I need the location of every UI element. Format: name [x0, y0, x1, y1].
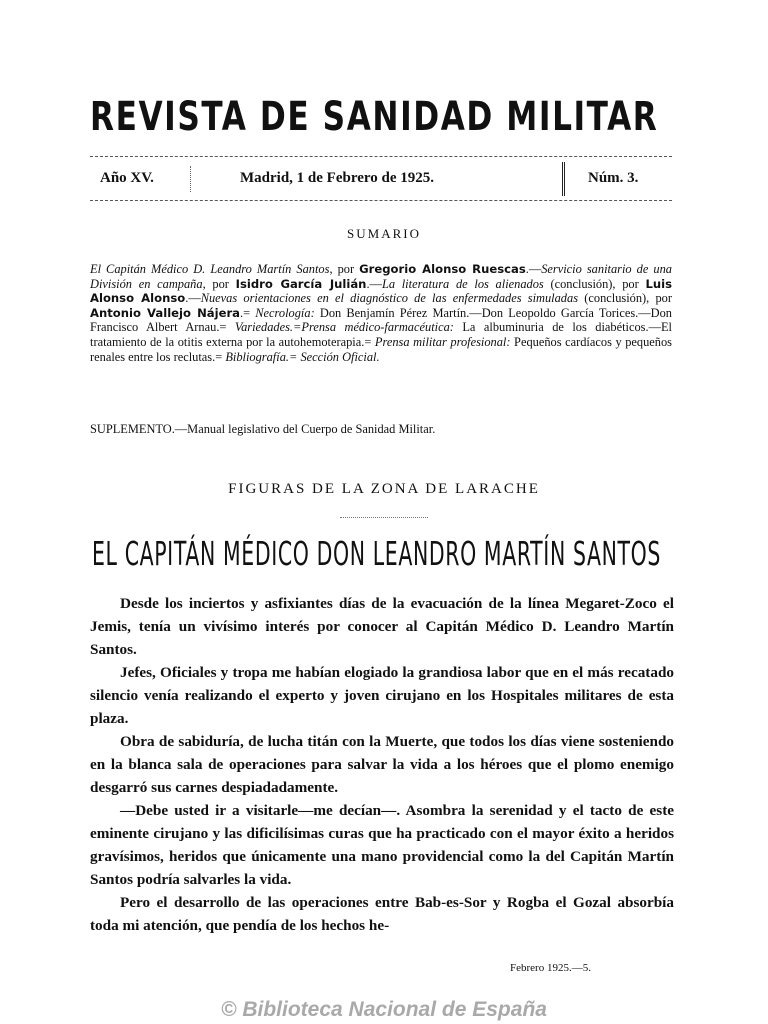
- issue-date: Madrid, 1 de Febrero de 1925.: [240, 170, 435, 186]
- sumario-article-title: La literatura de los alienados: [381, 276, 544, 291]
- sumario-text-segment: La albuminuria de los diabéticos.—El tratamiento de la otitis externa por la autohemoterapia.=: [90, 320, 672, 349]
- suplemento-line: SUPLEMENTO.—Manual legislativo del Cuerpo de Sanidad Militar.: [90, 422, 436, 436]
- sumario-article-title: Prensa militar profesional:: [374, 334, 511, 349]
- sumario-article-title: Variedades.=Prensa médico-farmacéutica:: [234, 320, 454, 335]
- sumario-text-segment: (conclusión), por: [543, 276, 646, 291]
- article-paragraph: —Debe usted ir a visitarle—me decían—. Asombra la serenidad y el tacto de este eminente cirujano y las dificilísimas curas que ha practicado con el mayor éxito a heridos gravísimos, heridos que únicamente una mano providencial como la del Capitán Martín Santos podría salvarles la vida.: [90, 802, 674, 888]
- article-paragraph: Jefes, Oficiales y tropa me habían elogiado la grandiosa labor que en el más recatado silencio venía realizando el experto y joven cirujano en los Hospitales militares de esta plaza.: [90, 664, 674, 727]
- sumario-article-title: Bibliografía.= Sección Oficial.: [225, 349, 380, 364]
- sumario-author: Isidro García Julián: [235, 276, 367, 291]
- issue-separator: [190, 166, 191, 192]
- article-body: [90, 592, 674, 937]
- sumario-article-title: Nuevas orientaciones en el diagnóstico de las enfermedades simuladas: [200, 291, 579, 306]
- sumario-author: Gregorio Alonso Ruescas: [359, 262, 526, 276]
- sumario-text-segment: , por: [202, 276, 236, 291]
- section-title: FIGURAS DE LA ZONA DE LARACHE: [228, 481, 540, 497]
- article-paragraph: Obra de sabiduría, de lucha titán con la Muerte, que todos los días viene sosteniendo en la blanca sala de operaciones para salvar la vida a los héroes que el plomo enemigo desgarró sus carnes despiadadamente.: [90, 733, 674, 796]
- journal-masthead: REVISTA DE SANIDAD MILITAR: [90, 94, 659, 140]
- sumario-text-segment: .—: [366, 276, 382, 291]
- issue-number: Núm. 3.: [588, 170, 639, 186]
- sumario-text-segment: .=: [240, 305, 256, 320]
- sumario-text-segment: , por: [329, 262, 360, 276]
- sumario-text-segment: (conclusión), por: [578, 291, 673, 306]
- sumario-article-title: Necrología:: [255, 305, 315, 320]
- sumario-author: Antonio Vallejo Nájera: [90, 305, 240, 320]
- sumario-text-segment: .—: [185, 291, 201, 306]
- masthead-bottom-rule: [90, 200, 672, 201]
- issue-info-row: [90, 170, 672, 192]
- sumario-text-segment: .—: [525, 262, 542, 276]
- sumario-text: [90, 262, 672, 364]
- page-footer-date: Febrero 1925.—5.: [510, 962, 591, 974]
- sumario-text-segment: Pequeños cardíacos y pequeños renales entre los reclutas.=: [90, 334, 672, 364]
- article-paragraph: Desde los inciertos y asfixiantes días de la evacuación de la línea Megaret-Zoco el Jemis, tenía un vivísimo interés por conocer al Capitán Médico D. Leandro Martín Santos.: [90, 595, 674, 658]
- library-watermark: © Biblioteca Nacional de España: [221, 998, 547, 1021]
- article-paragraph: Pero el desarrollo de las operaciones entre Bab-es-Sor y Rogba el Gozal absorbía toda mi atención, que pendía de los hechos he-: [90, 894, 674, 934]
- sumario-article-title: Servicio sanitario de una División en campaña: [90, 262, 672, 291]
- sumario-title: SUMARIO: [347, 226, 421, 241]
- sumario-text-segment: Don Benjamín Pérez Martín.—Don Leopoldo García Torices.—Don Francisco Albert Arnau.=: [90, 305, 672, 335]
- sumario-author: Luis Alonso Alonso: [90, 276, 672, 306]
- issue-double-bar: [562, 162, 569, 196]
- masthead-top-rule: [90, 156, 672, 157]
- sumario-article-title: El Capitán Médico D. Leandro Martín Santos: [90, 262, 330, 276]
- issue-year: Año XV.: [100, 170, 154, 186]
- article-title: EL CAPITÁN MÉDICO DON LEANDRO MARTÍN SANTOS: [92, 534, 661, 573]
- section-divider: [340, 517, 428, 518]
